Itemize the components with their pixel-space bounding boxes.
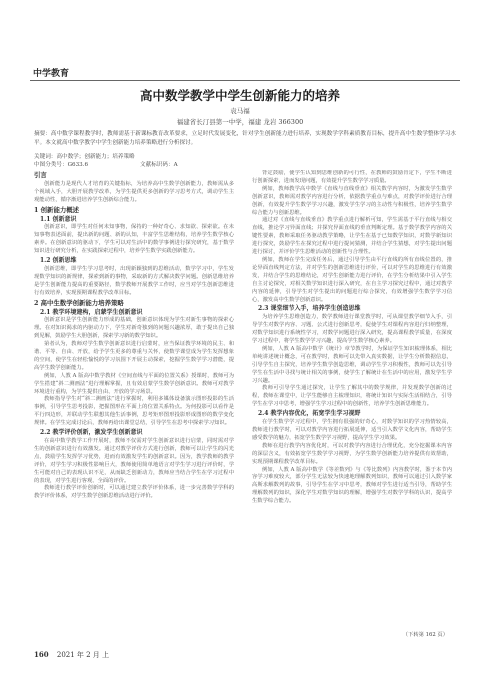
subsection-heading: 2.3 课堂细节入手，培养学生创造思维 [258,305,361,313]
body-paragraph: 为培养学生思维创造力，数学教师进行课堂教学时，可从课堂教学细节入手，引导学生对数学内容、习题、公式进行创新思考，促使学生对课程内容进行归纳整理，对数学知识进行系统性学习，对数学问题进行深入研究，提高课程教学质量，在深度学习过程中，将学生数学学习兴趣，提高学生数学核心素养。 [252,314,452,345]
article-author: 袁马福 [230,107,250,115]
subsection-heading: 1.1 创新意识 [40,215,77,223]
article-keywords: 关键词：高中数学；创新能力；培养策略 [34,154,135,160]
article-title: 高中数学教学中学生创新能力的培养 [139,88,340,103]
right-column [252,170,452,506]
body-paragraph: 创新能力是现代人才培育的关键指标，为培养高中生数学创新能力，教师需从多个视域入手，大胆开展教学改革，为学生提供更多创新的学习思考方式，调动学生主观能动性，循序渐进培养学生创新综合能力。 [34,180,234,203]
subsection-heading: 2.2 教学评价创新，激发学生创新意识 [40,429,143,437]
issue-date: 2021 年 2 月 上 [56,651,110,659]
body-paragraph: 在学生数学学习过程中，学生拥有很强的好奇心，对数学知识的学习热情较高，教师进行教学时，可以对教学内容进行拓展延伸，适当引入数学文化内容，帮助学生感受数学的魅力，拓宽学生数学学习视野，提高学生学习效果。 [252,419,452,441]
section-heading: 1 创新能力概述 [34,205,80,214]
body-paragraph: 背定鼓励，使学生认知到思维创新的可行性，在教师的鼓励肯定下，学生不断进行创新探索，进而发现问题，有效提升学生数学学习质量。 [252,170,452,184]
section-heading: 引言 [34,171,47,179]
body-paragraph: 第者认为，教师对学生数学创新意识进行启蒙时，应当保证教学环境的民主、和谐、平等、自由、开放，给予学生更多的尊重与关怀，使数学课堂成为学生发挥想象的空间，使学生在轻松愉悦的学习氛围下开展主动探索，挖掘学生数学学习潜能，提高学生数学创新能力。 [34,341,234,371]
body-paragraph: 教师指导学生对“斜二测画法”进行掌握时，利用多媒体设备演示图形投影的生活事例，引导学生思考投影，把握图形在平面上的位置关系特点。为何投影可以看作是平行四边形，并联动学生联想其他生活事例，思考矩形图形投影形成图形的数学变化规律。在学生完成讨论后，教师再给出课堂总结，引导学生在思考中探索学习知识。 [34,396,234,427]
classification-number: 中图分类号：G633.6 [34,162,89,168]
page-number: 160 [34,650,49,659]
body-paragraph: 在高中数学教学工作开展时，教师不仅需对学生创新意识进行启蒙，同时需对学生的创新意识进行有效激发。通过对教学评价方式进行创新，教师可以让学生的闪光点，鼓励学生发挥学习优势，进而有效激发学生的创新意识。因为，教学教师的教学评价，对学生学习积极性影响巨大，教师使用简单地语言对学生学习进行评价时，学生可能对自己的表现认识不足，从而缺乏创新动力，教师应当结合学生在学习过程中的表现，对学生进行客观、全面的评价。 [34,438,234,484]
subsection-heading: 2.4 教学内容优化，拓宽学生学习视野 [258,410,361,418]
article-abstract: 摘要：高中数学课程教学时，教师需基于新课标教育改革要求，立足时代发展变化，针对学生创新能力进行培养，实现数学学科素质教育目标，提升高中生数学整体学习水平。本文就高中数学教学中学生创新能力培养策略进行分析探讨。 [34,131,456,146]
article-affiliation: 福建省长汀县第一中学，福建 龙岩 366300 [176,118,304,126]
document-code: 文献标识码：A [140,162,178,168]
continued-note: （下转第 162 页） [402,632,448,638]
body-paragraph: 通过对《直线与直线垂直》教学重点进行解析可知，学生需基于平行直线与相交直线，推论学习异面直线；并探究异面直线的垂直判断定理。基于数学教学内容的关键性要素，教师采取任务驱动教学策略，让学生在基于已知数学知识，对数学新知识进行探究，鼓励学生在探究过程中进行提问猜测，并结合学生猜想，对学生提出问题进行探讨，并评价学生思维活动的创新性与合理性。 [252,217,452,256]
body-paragraph: 教师进行教学评价创新时，可以通过建立教学评价体系，进一步完善数学学科的教学评价体系，对学生数学创新思维活动进行评价。 [34,485,234,500]
body-paragraph: 创新意识是学生创新能力形成的基础，创新意识体现为学生对新生事物的探索心理。在对知识渴求的内驱动力下，学生对新奇独到的问题兴趣浓厚，敢于提出自己独到见解，鼓励学生大胆创新，探索学习新的数学知识。 [34,317,234,340]
left-column [34,170,234,501]
body-paragraph: 教师可引导学生通过探究，让学生了解其中的数学规律，并发现数学创新的过程，教师在课堂中，让学生能够自主梳理知识，将统计知识与实际生活相结合，引导学生在学习中思考，增强学生学习过程中的创新性，培养学生创新思维能力。 [252,385,452,408]
body-paragraph: 例如，人教 A 版高中数学《等差数列》与《等比数列》内容教学时，鉴于本节内容学习难度较大，部分学生无法较为快速地理解数列知识，教师可以通过引入数学家高斯求解数列的故事，引导学生在学习中思考，教师对学生进行适当引导，帮助学生理解数列的知识，深化学生对数学知识的理解，增强学生对数学学科的认识，提高学生数学综合能力。 [252,466,452,505]
body-paragraph: 例如，教师在学生完成任务后，通过引导学生由平行直线的所有直线位置的，推论异面直线判定方法，并对学生的创新思维进行评价，可以对学生的思维进行有效激发，并结合学生的思维结论，对学生创新能力进行评价，在学生分析结果中引入学生自主讨论探究，对相关数学知识进行深入研究，在自主学习探究过程中，通过对教学内容的延伸，引导学生对学生提出的问题进行综合探究，有效增强学生数学学习信心，激发高中生数学创新意识。 [252,256,452,303]
section-label: 中学教育 [33,69,70,79]
header-divider [30,80,460,81]
subsection-heading: 2.1 教学环境建构，启蒙学生创新意识 [40,308,143,316]
body-paragraph: 创新意识，即学生对任何未知事物，保持的一种好奇心、求知欲、探索欲。在未知事物表述面前，提出新的问题、新的认知，丰富学生思维结构，培养学生数学核心素养。在创新意识的驱动下，学生可以对生活中的数学事例进行探究研究，基于数学知识进行研究分析，在实践探索过程中，培养学生数学实践创新能力。 [34,224,234,255]
body-paragraph: 例如，教师教学高中数学《直线与直线垂直》相关数学内容时，为激发学生数学创新意识，教师需对教学内容进行分析，依据教学重点与难点，对教学评价进行合理创新，有效提升学生数学学习兴趣，激发学生学习的主动性与积极性，培养学生数学综合能力与创新思维。 [252,185,452,216]
body-paragraph: 例如，人教 A 版高中数学《统计》章节教学时，为保证学生知识梳理体系，相比单纯讲述统计概念，可在教学时，教师可以先带入真实数据，让学生分析数据信息，引导学生自主探究，培养学生数学创造思维，调动学生学习积极性，教师可以先引导学生在生活中寻找与统计相关的事例，使学生了解统计在生活中的应用，激发学生学习兴趣。 [252,345,452,384]
body-paragraph: 教师在进行教学内容优化时，可以对教学内容进行合理优化，充分挖掘课本内容的深层含义，有效拓宽学生数学学习视野，为学生数学创新能力培养提供有效帮助，实现预期课程教学改革目标。 [252,442,452,465]
page-footer [34,650,109,660]
section-heading: 2 高中生数学创新能力培养策略 [34,298,124,307]
body-paragraph: 例如，人教 A 版高中数学教材《空间直线与平面的位置关系》授课时，教师可为学生搭建“斜二测画法”进行理解掌握，且有效启蒙学生数学创新意识。教师可对教学环境进行重构，为学生提供自由、开放的学习场景。 [34,372,234,395]
body-paragraph: 创新思维，即学生学习思考时，出现新颖独到的思维活动，数学学习中，学生发现数学知识的新规律，探索到新的事物，采取新的方式解决数学问题。创新思维培养是学生创新能力提高的重要路径，数学教师开展教学工作时，应当对学生创新思维进行有效培养，实现预期课程教学改革目标。 [34,265,234,296]
subsection-heading: 1.2 创新思维 [40,257,77,265]
